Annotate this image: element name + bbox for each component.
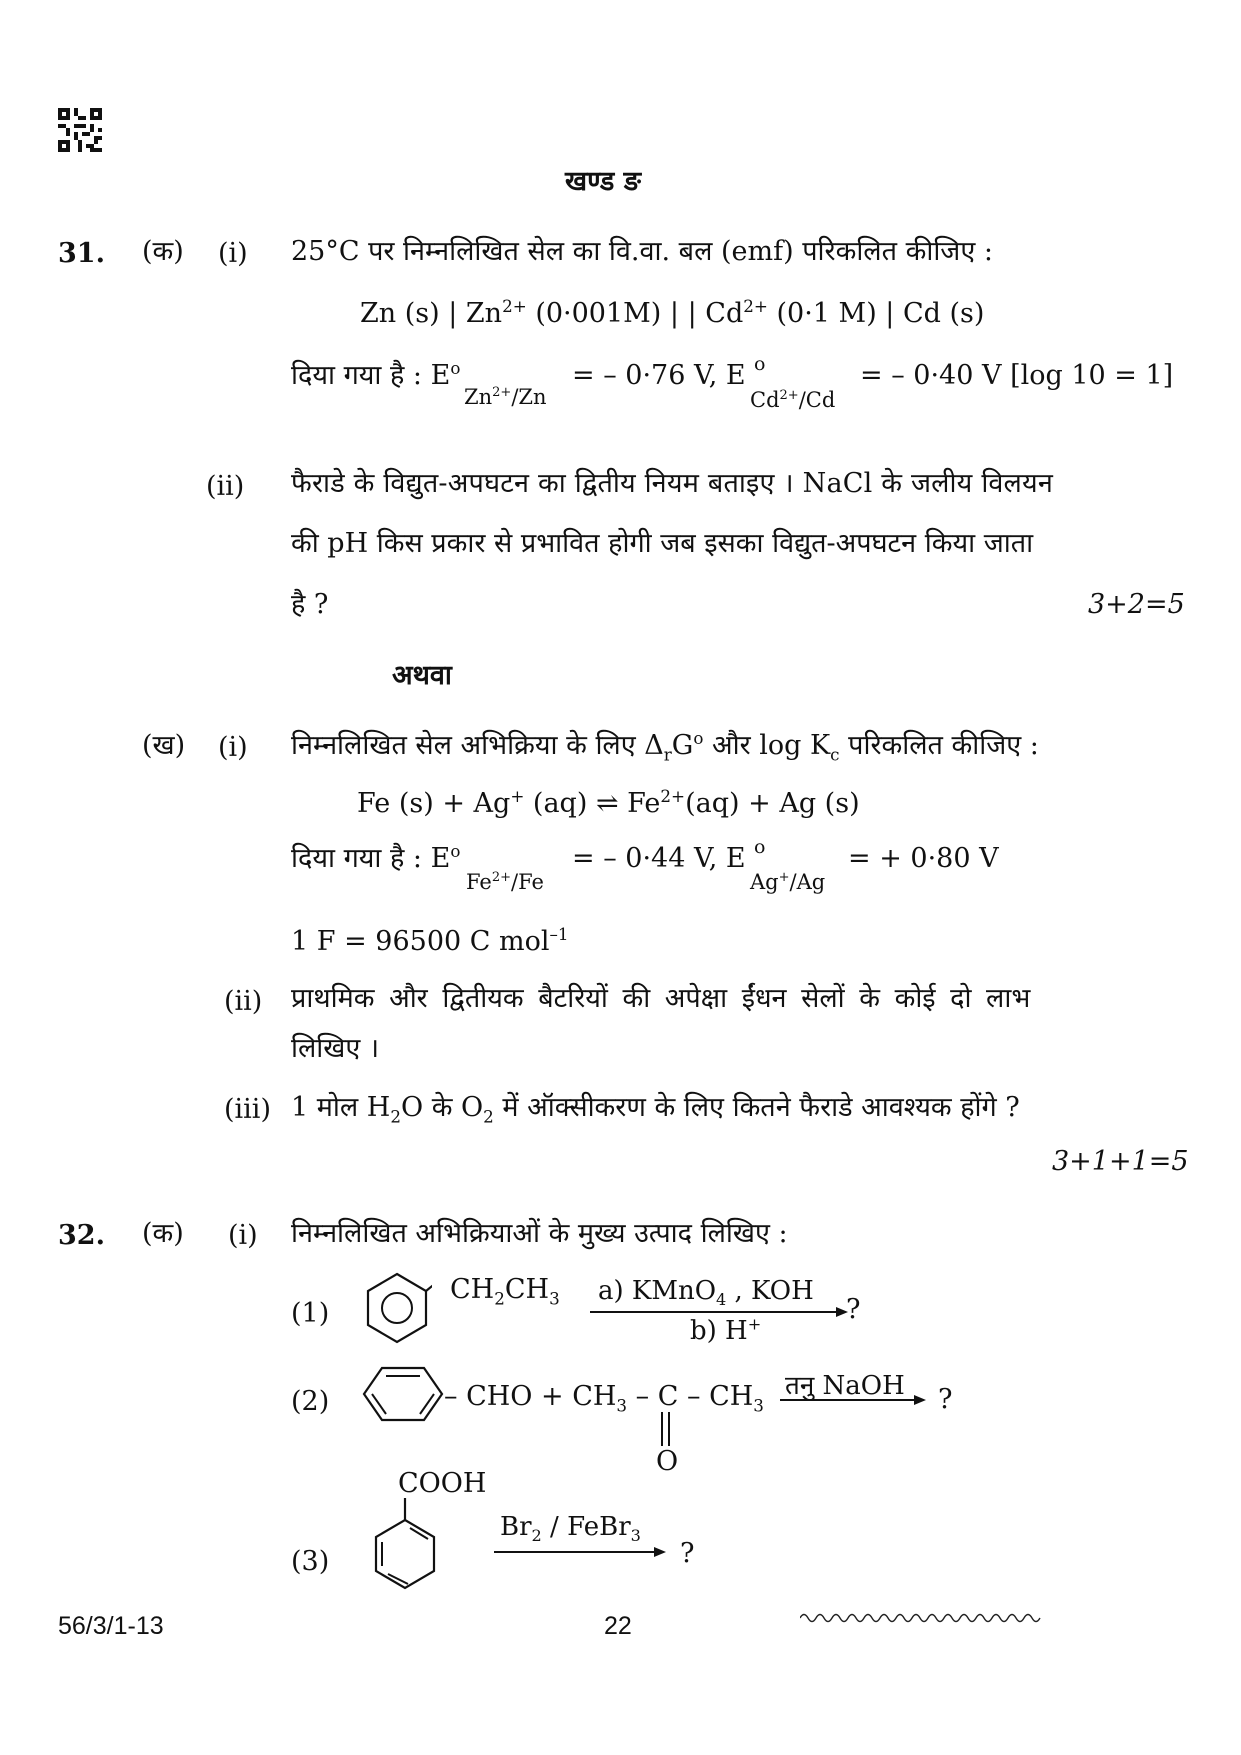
- q31b-ii-line1: प्राथमिक और द्वितीयक बैटरियों की अपेक्षा ईंधन सेलों के कोई दो लाभ: [291, 983, 1031, 1014]
- given-potentials-b: दिया गया है : $E^o$: [291, 841, 461, 874]
- qr-code: [58, 108, 102, 152]
- fe-electrode-subscript: $Fe^{2+}/Fe$: [466, 870, 544, 894]
- reaction-1-reagent-bottom: b) H+: [690, 1314, 762, 1346]
- q32-part-a-label: (क): [142, 1218, 184, 1249]
- q31b-iii-question: 1 मोल $H_2O$ के $O_2$ में ऑक्सीकरण के लिए कितने फैराडे आवश्यक होंगे ?: [291, 1092, 1020, 1127]
- ag-potential-value: = + 0·80 V: [848, 843, 999, 874]
- wavy-line-decoration: [800, 1610, 1050, 1626]
- q31b-ii-label: (ii): [224, 986, 263, 1017]
- reaction-arrow-icon-2: [780, 1390, 930, 1410]
- q32-i-question: निम्नलिखित अभिक्रियाओं के मुख्य उत्पाद लिखिए :: [291, 1218, 788, 1249]
- paper-code: 56/3/1-13: [58, 1612, 164, 1640]
- reaction-1-label: (1): [291, 1298, 330, 1329]
- double-bond-icon: [659, 1412, 673, 1448]
- faraday-constant: 1 F = 96500 C mol$^{-1}$: [291, 924, 569, 957]
- sup-o-4: o: [754, 836, 766, 858]
- q31b-ii-line2: लिखिए ।: [291, 1033, 380, 1064]
- q31-part-a-label: (क): [142, 236, 184, 267]
- question-number-32: 32.: [58, 1220, 105, 1251]
- zn-potential-value: = – 0·76 V, E: [572, 360, 746, 391]
- q31b-iii-label: (iii): [224, 1094, 271, 1125]
- q31b-i-question: निम्नलिखित सेल अभिक्रिया के लिए $\Delta_rG^o$ और $\log K_c$ परिकलित कीजिए :: [291, 728, 1039, 765]
- q31b-i-label: (i): [218, 732, 248, 763]
- or-label: अथवा: [392, 660, 452, 691]
- q31-marks-a: 3+2=5: [1088, 589, 1185, 620]
- benzene-ring-icon-2: [362, 1364, 452, 1424]
- q31a-ii-line2: की pH किस प्रकार से प्रभावित होगी जब इसका विद्युत-अपघटन किया जाता: [291, 528, 1034, 559]
- carbonyl-oxygen: O: [656, 1446, 679, 1477]
- benzene-ring-icon-3: [370, 1498, 440, 1598]
- reaction-2-reactants: – CHO + $CH_3$ – C – $CH_3$: [444, 1381, 764, 1416]
- q31a-ii-line3: है ?: [291, 589, 329, 620]
- benzene-ring-icon: [362, 1270, 432, 1346]
- zn-electrode-subscript: $Zn^{2+}/Zn$: [464, 385, 547, 409]
- given-potentials-a: दिया गया है : $E^o$: [291, 358, 461, 391]
- q31a-ii-line1: फैराडे के विद्युत-अपघटन का द्वितीय नियम बताइए । NaCl के जलीय विलयन: [291, 468, 1054, 499]
- q31-marks-b: 3+1+1=5: [1052, 1146, 1189, 1177]
- cooh-group: COOH: [398, 1468, 487, 1499]
- reaction-2-label: (2): [291, 1386, 330, 1417]
- cell-reaction: Fe (s) + Ag+ (aq) ⇌ $Fe^{2+}(aq) + Ag$ (s): [357, 786, 860, 819]
- cell-notation: Zn (s) | $Zn^{2+}$ (0·001M) | | $Cd^{2+}$ (0·1 M) | Cd (s): [360, 296, 985, 329]
- reaction-3-reagent: $Br_2$ / FeBr$_3$: [500, 1512, 641, 1546]
- q31-part-b-label: (ख): [142, 730, 186, 761]
- reaction-1-product: ?: [846, 1294, 861, 1325]
- page-number: 22: [604, 1612, 632, 1640]
- reaction-3-label: (3): [291, 1546, 330, 1577]
- reaction-2-reagent: तनु NaOH: [785, 1371, 905, 1401]
- q31a-i-label: (i): [218, 238, 248, 269]
- cd-electrode-subscript: $Cd^{2+}/Cd$: [750, 388, 836, 412]
- reaction-1-reagent-top: a) KMnO$_4$ , KOH: [598, 1276, 814, 1310]
- ethyl-group: $CH_2CH_3$: [450, 1274, 560, 1309]
- q31a-i-question: 25°C पर निम्नलिखित सेल का वि.वा. बल (emf) परिकलित कीजिए :: [291, 236, 993, 267]
- q31a-ii-label: (ii): [206, 471, 245, 502]
- sup-o-2: o: [754, 353, 766, 375]
- reaction-3-product: ?: [680, 1538, 695, 1569]
- fe-potential-value: = – 0·44 V, E: [572, 843, 746, 874]
- reaction-2-product: ?: [938, 1384, 953, 1415]
- ag-electrode-subscript: Ag+/Ag: [750, 870, 826, 894]
- reaction-arrow-icon-3: [494, 1542, 670, 1562]
- q32-i-label: (i): [228, 1220, 258, 1251]
- cd-potential-value: = – 0·40 V [log 10 = 1]: [860, 360, 1174, 391]
- question-number-31: 31.: [58, 238, 105, 269]
- section-heading: खण्ड ङ: [565, 166, 641, 197]
